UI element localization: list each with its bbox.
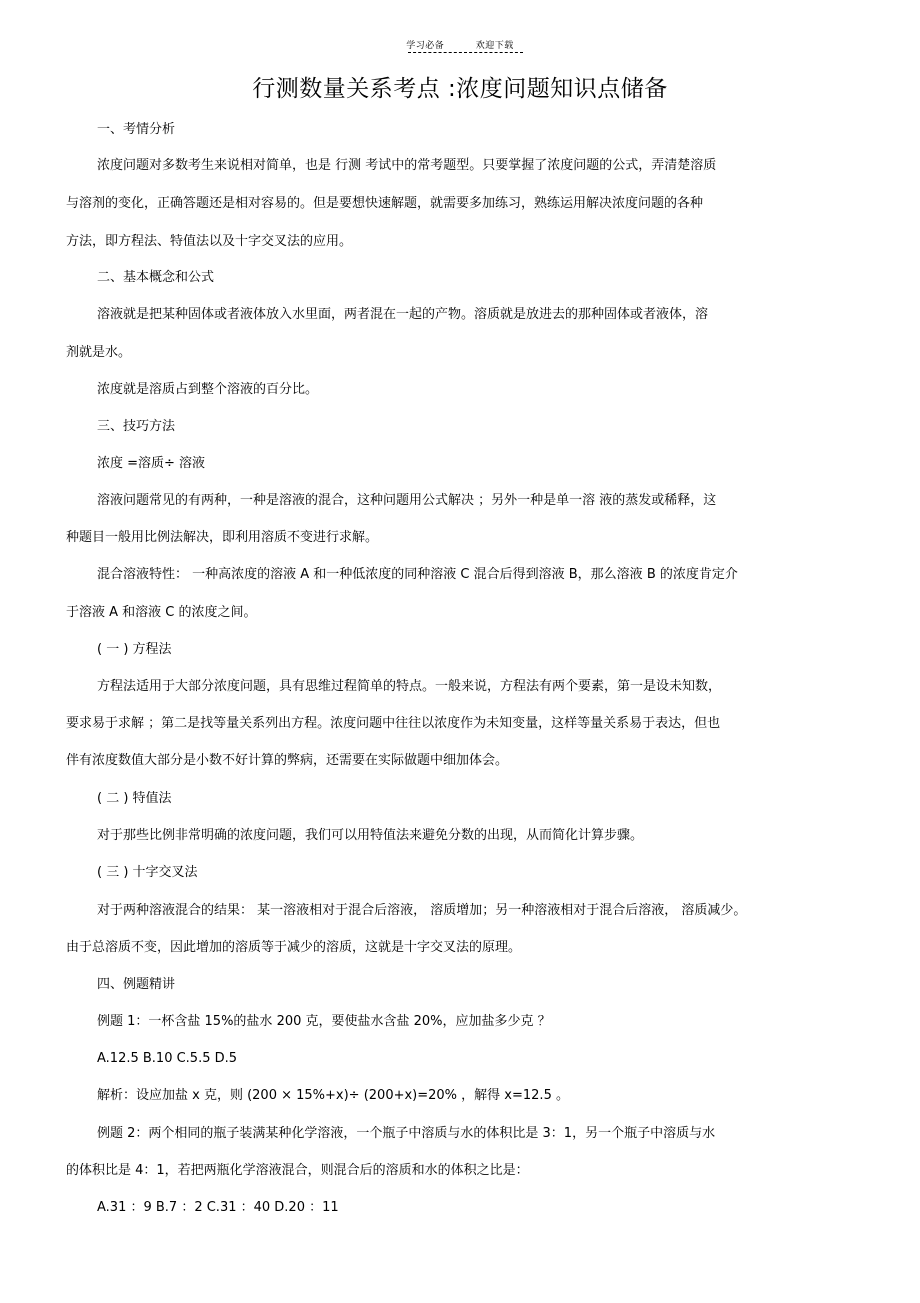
subsection-heading-1: ( 一 ) 方程法	[97, 642, 172, 657]
paragraph-line: 浓度问题对多数考生来说相对简单，也是 行测 考试中的常考题型。只要掌握了浓度问题的公式，弄清楚溶质	[97, 158, 717, 173]
paragraph-line: 混合溶液特性： 一种高浓度的溶液 A 和一种低浓度的同种溶液 C 混合后得到溶液 B，那么溶液 B 的浓度肯定介	[97, 567, 738, 582]
header-divider	[408, 52, 523, 53]
example-solution-1: 解析：设应加盐 x 克，则 (200 × 15%+x)÷ (200+x)=20% ，解得 x=12.5 。	[97, 1088, 569, 1103]
paragraph-line: 与溶剂的变化，正确答题还是相对容易的。但是要想快速解题，就需要多加练习，熟练运用解决浓度问题的各种	[66, 196, 704, 211]
paragraph-line: 方程法适用于大部分浓度问题，具有思维过程简单的特点。一般来说，方程法有两个要素，第一是设未知数，	[97, 679, 722, 694]
paragraph-line: 于溶液 A 和溶液 C 的浓度之间。	[66, 605, 257, 620]
example-options-1: A.12.5 B.10 C.5.5 D.5	[97, 1051, 238, 1066]
section-heading-4: 四、例题精讲	[97, 977, 176, 992]
paragraph-line: 要求易于求解 ；第二是找等量关系列出方程。浓度问题中往往以浓度作为未知变量，这样等量关系易于表达，但也	[66, 716, 721, 731]
example-options-2: A.31 ：9 B.7 ：2 C.31 ：40 D.20 ：11	[97, 1200, 339, 1215]
paragraph-line: 浓度就是溶质占到整个溶液的百分比。	[97, 382, 319, 397]
paragraph-line: 种题目一般用比例法解决，即利用溶质不变进行求解。	[66, 530, 379, 545]
example-question-2: 例题 2：两个相同的瓶子装满某种化学溶液，一个瓶子中溶质与水的体积比是 3：1，另一个瓶子中溶质与水	[97, 1126, 716, 1141]
paragraph-line: 方法，即方程法、特值法以及十字交叉法的应用。	[66, 234, 353, 249]
paragraph-line: 对于两种溶液混合的结果： 某一溶液相对于混合后溶液， 溶质增加；另一种溶液相对于混合后溶液， 溶质减少。	[97, 903, 747, 918]
formula-line: 浓度 =溶质÷ 溶液	[97, 456, 206, 471]
paragraph-line: 溶液就是把某种固体或者液体放入水里面，两者混在一起的产物。溶质就是放进去的那种固体或者液体，溶	[97, 307, 709, 322]
subsection-heading-2: ( 二 ) 特值法	[97, 791, 172, 806]
paragraph-line: 溶液问题常见的有两种，一种是溶液的混合，这种问题用公式解决 ；另外一种是单一溶 液的蒸发或稀释，这	[97, 493, 717, 508]
section-heading-3: 三、技巧方法	[97, 419, 176, 434]
example-question-2-cont: 的体积比是 4：1，若把两瓶化学溶液混合，则混合后的溶质和水的体积之比是：	[66, 1163, 529, 1178]
header-left-text: 学习必备	[406, 41, 445, 51]
section-heading-2: 二、基本概念和公式	[97, 270, 215, 285]
section-heading-1: 一、考情分析	[97, 122, 176, 137]
page-header	[0, 38, 920, 51]
paragraph-line: 剂就是水。	[66, 345, 132, 360]
document-title: 行测数量关系考点 :浓度问题知识点储备	[252, 76, 668, 102]
paragraph-line: 伴有浓度数值大部分是小数不好计算的弊病，还需要在实际做题中细加体会。	[66, 753, 509, 768]
example-question-1: 例题 1：一杯含盐 15%的盐水 200 克，要使盐水含盐 20%，应加盐多少克 ？	[97, 1014, 551, 1029]
paragraph-line: 由于总溶质不变，因此增加的溶质等于减少的溶质，这就是十字交叉法的原理。	[66, 940, 522, 955]
paragraph-line: 对于那些比例非常明确的浓度问题，我们可以用特值法来避免分数的出现，从而简化计算步骤。	[97, 828, 644, 843]
subsection-heading-3: ( 三 ) 十字交叉法	[97, 865, 198, 880]
header-right-text: 欢迎下载	[475, 41, 514, 51]
